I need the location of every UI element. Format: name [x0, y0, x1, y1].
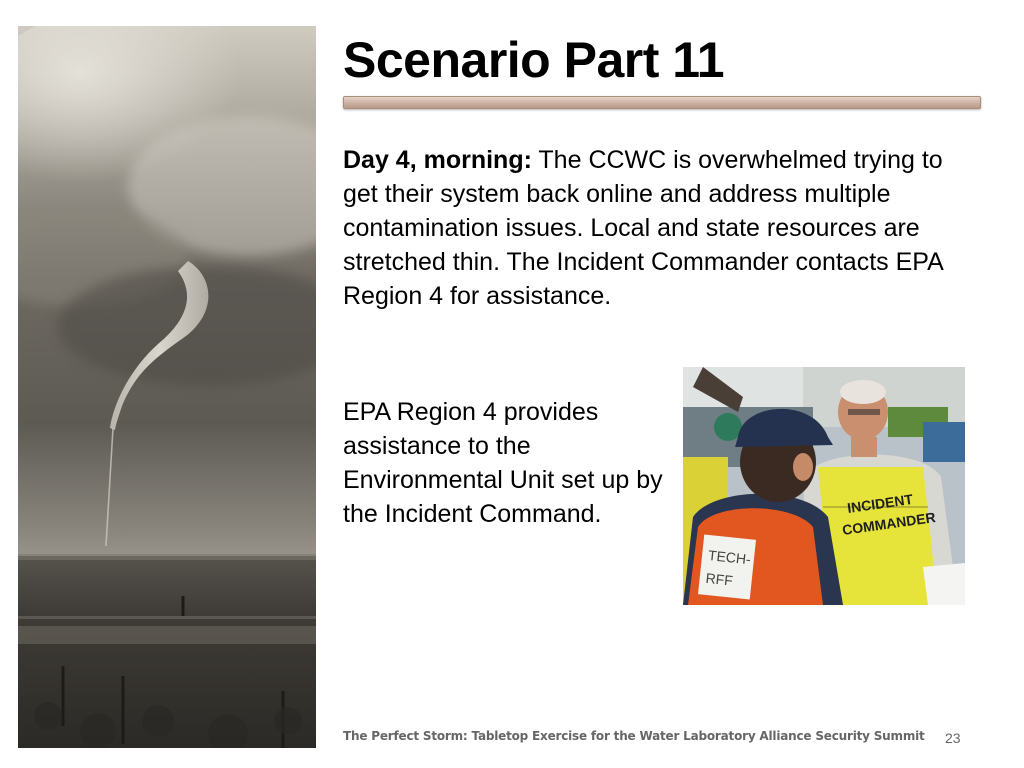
- badge-label-line2: RFF: [704, 569, 734, 589]
- page-number: 23: [945, 730, 961, 746]
- incident-commander-photo: [683, 367, 965, 605]
- title-underline-bar: [343, 96, 981, 109]
- paragraph-body: The CCWC is overwhelmed trying to get their system back online and address multiple contamination issues. Local and state resources are stretched thin. The Incident Commander contacts EPA Region 4 for assistance.: [343, 146, 943, 310]
- slide-title: Scenario Part 11: [343, 32, 725, 88]
- paragraph-lead: Day 4, morning:: [343, 146, 532, 174]
- scenario-paragraph: [343, 143, 963, 313]
- vest-label-line2: COMMANDER: [841, 509, 937, 538]
- vest-label-line1: INCIDENT: [846, 490, 914, 516]
- assistance-paragraph: EPA Region 4 provides assistance to the Environmental Unit set up by the Incident Command.: [343, 398, 663, 528]
- footer-text: The Perfect Storm: Tabletop Exercise for the Water Laboratory Alliance Security Summit: [343, 729, 925, 743]
- badge-label-line1: TECH-: [707, 547, 752, 568]
- tornado-photo: [18, 26, 316, 748]
